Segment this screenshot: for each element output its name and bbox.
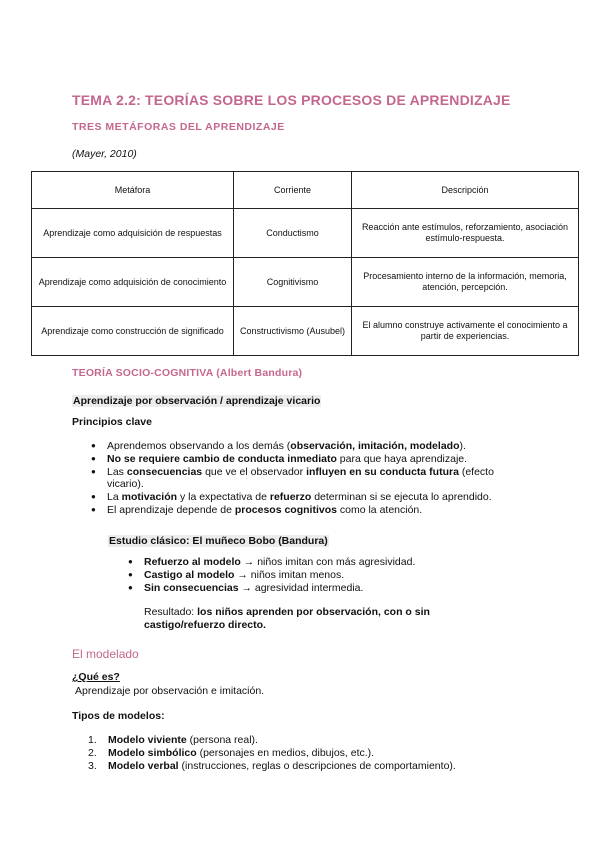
- socio-cognitive-heading: TEORÍA SOCIO-COGNITIVA (Albert Bandura): [72, 367, 303, 379]
- modelado-definition: Aprendizaje por observación e imitación.: [75, 685, 265, 697]
- principios-heading: Principios clave: [72, 416, 152, 428]
- table-cell-metafora: Aprendizaje como construcción de significado: [32, 307, 234, 356]
- list-item: ● Sin consecuencias → agresividad intermedia.: [128, 582, 528, 595]
- table-row: [32, 258, 579, 307]
- table-cell-metafora: Aprendizaje como adquisición de conocimiento: [32, 258, 234, 307]
- tipos-list: [88, 734, 548, 772]
- citation: (Mayer, 2010): [72, 148, 137, 160]
- table-header-row: [32, 172, 579, 209]
- table-cell-descripcion: Procesamiento interno de la información, memoria, atención, percepción.: [352, 258, 579, 307]
- highlight-text: Aprendizaje por observación / aprendizaje vicario: [73, 395, 321, 407]
- list-item: ● Castigo al modelo → niños imitan menos.: [128, 569, 528, 582]
- list-item: ● La motivación y la expectativa de refuerzo determinan si se ejecuta lo aprendido.: [91, 491, 531, 504]
- table-cell-corriente: Conductismo: [234, 209, 352, 258]
- list-item: 2. Modelo simbólico (personajes en medios, dibujos, etc.).: [88, 746, 375, 759]
- section-subtitle-metaforas: TRES METÁFORAS DEL APRENDIZAJE: [72, 121, 285, 133]
- table-header-descripcion: Descripción: [352, 172, 579, 209]
- principios-list: [91, 440, 531, 517]
- bobo-list: [128, 556, 528, 594]
- table-cell-corriente: Cognitivismo: [234, 258, 352, 307]
- bobo-heading-text: Estudio clásico: El muñeco Bobo (Bandura): [109, 535, 328, 547]
- table-cell-corriente: Constructivismo (Ausubel): [234, 307, 352, 356]
- result-label: Resultado:: [144, 606, 198, 618]
- table-row: [32, 307, 579, 356]
- bobo-result: [144, 606, 474, 632]
- modelado-heading: El modelado: [72, 647, 139, 661]
- table-cell-descripcion: Reacción ante estímulos, reforzamiento, asociación estímulo-respuesta.: [352, 209, 579, 258]
- list-item: ● Refuerzo al modelo → niños imitan con más agresividad.: [128, 556, 528, 569]
- highlight-vicario: [72, 391, 321, 409]
- list-item: ● No se requiere cambio de conducta inmediato para que haya aprendizaje.: [91, 453, 531, 466]
- tipos-heading: Tipos de modelos:: [72, 710, 165, 722]
- list-item: 1. Modelo viviente (persona real).: [88, 734, 258, 746]
- list-item: ● Las consecuencias que ve el observador influyen en su conducta futura (efecto vicario).: [91, 466, 531, 492]
- list-item: 3. Modelo verbal (instrucciones, reglas o descripciones de comportamiento).: [88, 759, 456, 772]
- table-row: [32, 209, 579, 258]
- table-cell-descripcion: El alumno construye activamente el conocimiento a partir de experiencias.: [352, 307, 579, 356]
- table-header-metafora: Metáfora: [32, 172, 234, 209]
- table-cell-metafora: Aprendizaje como adquisición de respuestas: [32, 209, 234, 258]
- list-item: ● El aprendizaje depende de procesos cognitivos como la atención.: [91, 504, 531, 517]
- result-text: los niños aprenden por observación, con o sin castigo/refuerzo directo.: [144, 606, 430, 631]
- metaphors-table: [31, 171, 579, 356]
- list-item: ● Aprendemos observando a los demás (observación, imitación, modelado).: [91, 440, 531, 453]
- que-es-heading: ¿Qué es?: [72, 671, 120, 683]
- bobo-heading: [108, 531, 329, 549]
- page-title: TEMA 2.2: TEORÍAS SOBRE LOS PROCESOS DE APRENDIZAJE: [72, 92, 511, 108]
- table-header-corriente: Corriente: [234, 172, 352, 209]
